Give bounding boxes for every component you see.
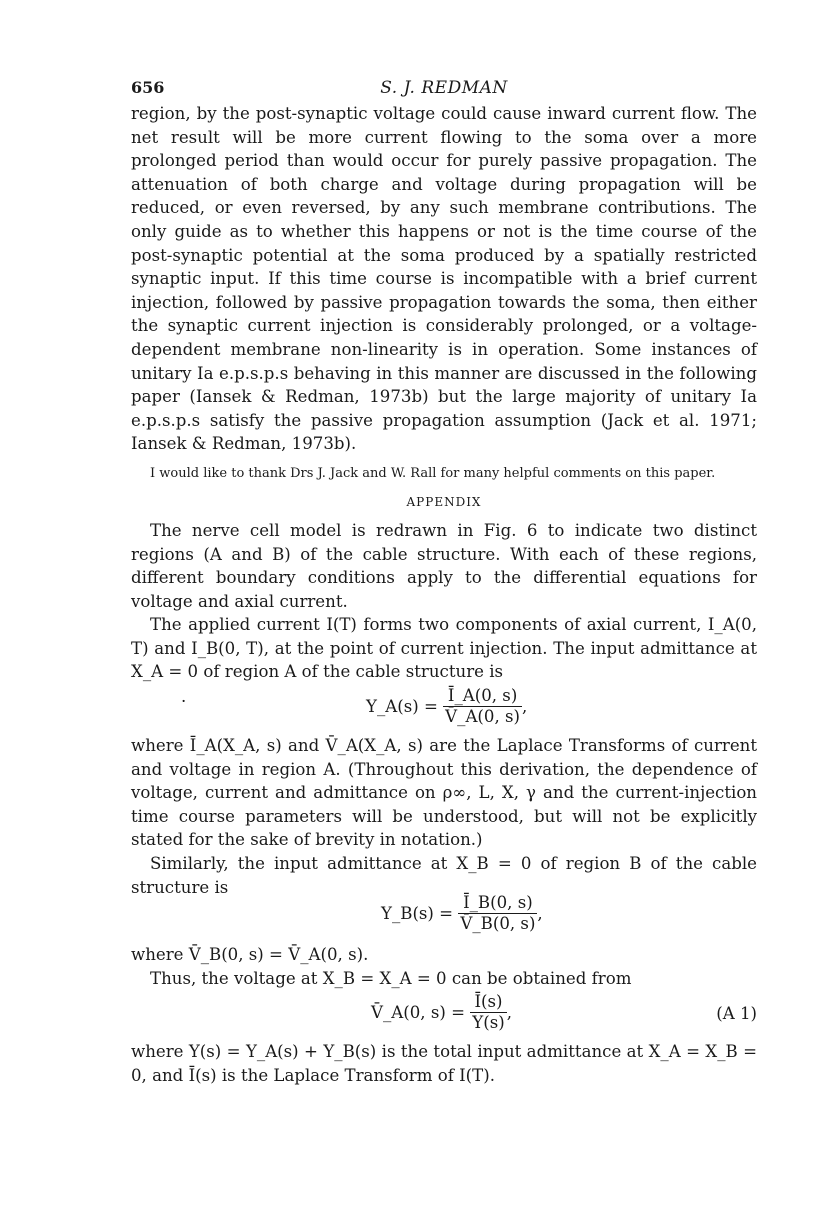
- paragraph-continued: region, by the post-synaptic voltage could cause inward current flow. The net result will be more current flowing to the soma over a more prolonged period than would occur for purely passive propagation. The attenuation of both charge and voltage during propagation will be reduced, or even reversed, by any such membrane contributions. The only guide as to whether this happens or not is the time course of the post-synaptic potential at the soma produced by a spatially restricted synaptic input. If this time course is incompatible with a brief current injection, followed by passive propagation towards the soma, then either the synaptic current injection is considerably prolonged, or a voltage-dependent membrane non-linearity is in operation. Some instances of unitary Ia e.p.s.p.s behaving in this manner are discussed in the following paper (Iansek & Redman, 1973b) but the large majority of unitary Ia e.p.s.p.s satisfy the passive propagation assumption (Jack et al. 1971; Iansek & Redman, 1973b).: [131, 104, 757, 454]
- equation-ya: · Y_A(s) = $\frac{Ī\_A(0, s)}{V̄\_A(0, s)}$ ,: [181, 686, 528, 727]
- appendix-paragraph-6: Thus, the voltage at X_B = X_A = 0 can be obtained from: [150, 968, 632, 988]
- page: [131, 78, 757, 1088]
- running-header: [131, 78, 757, 102]
- appendix-heading: APPENDIX: [406, 494, 482, 509]
- running-title: S. J. REDMAN: [380, 78, 508, 98]
- appendix-paragraph-3: where Ī_A(X_A, s) and V̄_A(X_A, s) are the Laplace Transforms of current and voltage in region A. (Throughout this derivation, the dependence of voltage, current and admittance on ρ∞, L, X, γ and the current-injection time course parameters will be understood, but will not be explicitly stated for the sake of brevity in notation.): [131, 736, 757, 850]
- equation-a1-lhs: V̄_A(0, s) =: [371, 1003, 466, 1023]
- page-number: 656: [131, 78, 165, 97]
- equation-number: (A 1): [716, 1004, 757, 1024]
- equation-yb-numerator: Ī_B(0, s): [458, 893, 537, 914]
- appendix-paragraph-2: The applied current I(T) forms two components of axial current, I_A(0, T) and I_B(0, T), at the point of current injection. The input admittance at X_A = 0 of region A of the cable structure is: [131, 615, 757, 682]
- equation-a1: V̄_A(0, s) = $\frac{Ī(s)}{Y(s)}$ , (A 1): [371, 992, 757, 1033]
- appendix-paragraph-1: The nerve cell model is redrawn in Fig. 6 to indicate two distinct regions (A and B) of the cable structure. With each of these regions, different boundary conditions apply to the differential equations for voltage and axial current.: [131, 520, 757, 611]
- equation-ya-numerator: Ī_A(0, s): [443, 686, 522, 707]
- equation-yb-denominator: V̄_B(0, s): [460, 914, 536, 934]
- equation-yb: Y_B(s) = $\frac{Ī\_B(0, s)}{V̄\_B(0, s)}$ ,: [381, 893, 543, 934]
- equation-ya-lhs: Y_A(s) =: [366, 697, 438, 717]
- equation-yb-lhs: Y_B(s) =: [381, 904, 454, 924]
- equation-a1-numerator: Ī(s): [470, 992, 506, 1013]
- appendix-paragraph-4: Similarly, the input admittance at X_B = 0 of region B of the cable structure is: [131, 854, 757, 897]
- equation-ya-denominator: V̄_A(0, s): [445, 707, 521, 727]
- acknowledgement: I would like to thank Drs J. Jack and W. Rall for many helpful comments on this paper.: [150, 465, 716, 481]
- appendix-paragraph-7: where Y(s) = Y_A(s) + Y_B(s) is the total input admittance at X_A = X_B = 0, and Ī(s) is the Laplace Transform of I(T).: [131, 1042, 757, 1085]
- appendix-paragraph-5: where V̄_B(0, s) = V̄_A(0, s).: [131, 945, 369, 965]
- equation-a1-denominator: Y(s): [472, 1013, 505, 1033]
